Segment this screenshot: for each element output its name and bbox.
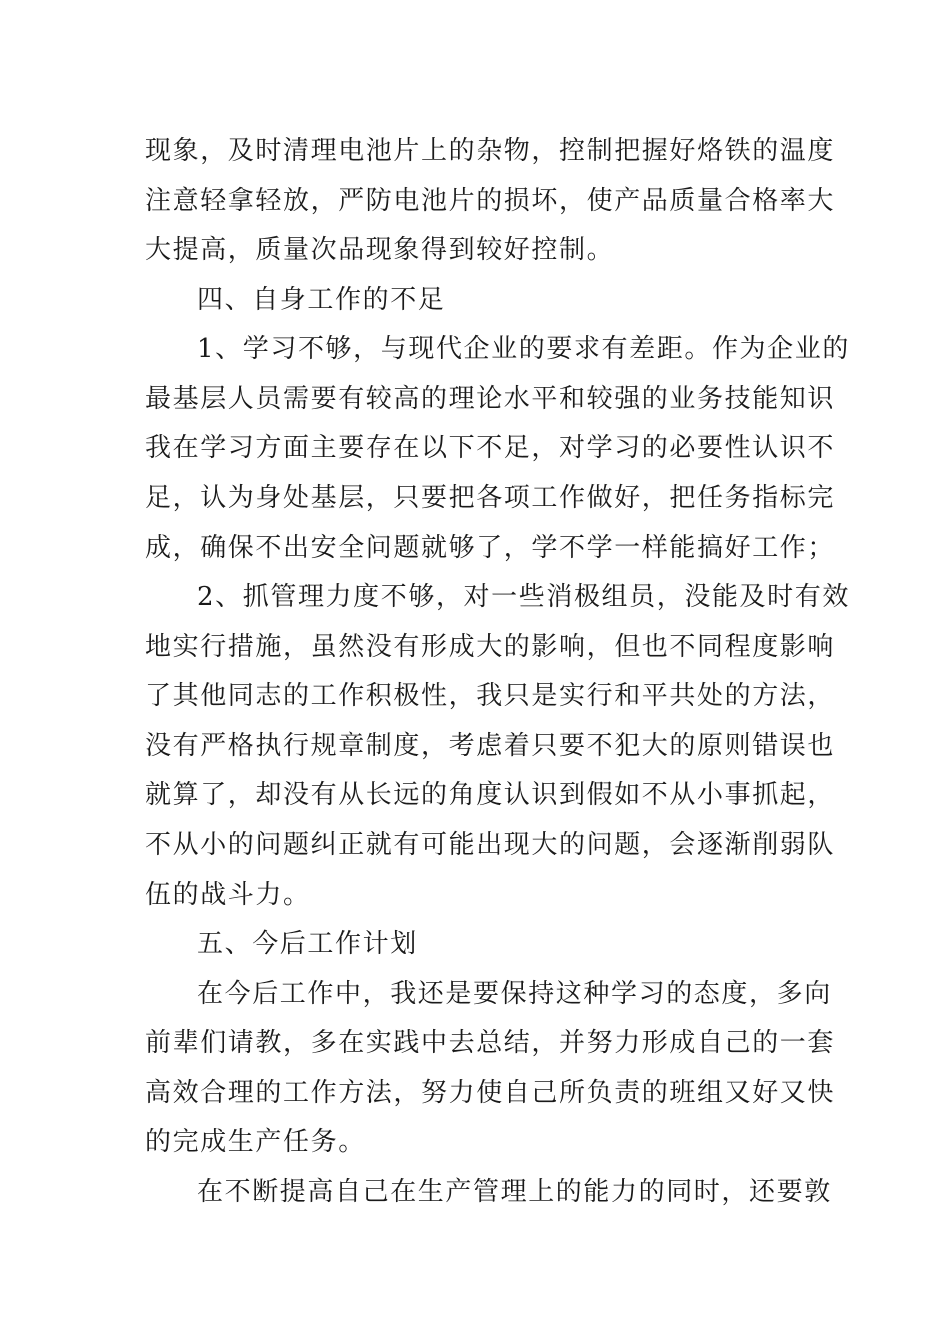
section-heading: 四、自身工作的不足: [197, 285, 446, 315]
text-line: 就算了，却没有从长远的角度认识到假如不从小事抓起，: [145, 780, 836, 810]
text-line: 注意轻拿轻放，严防电池片的损坏，使产品质量合格率大: [145, 186, 836, 216]
text-line: 2、抓管理力度不够，对一些消极组员，没能及时有效: [197, 582, 850, 612]
text-line: 成，确保不出安全问题就够了，学不学一样能搞好工作；: [145, 533, 836, 563]
text-line: 没有严格执行规章制度，考虑着只要不犯大的原则错误也: [145, 731, 836, 761]
text-line: 最基层人员需要有较高的理论水平和较强的业务技能知识: [145, 384, 836, 414]
text-line: 在不断提高自己在生产管理上的能力的同时，还要敦: [197, 1177, 832, 1207]
section-heading: 五、今后工作计划: [197, 929, 418, 959]
text-line: 高效合理的工作方法，努力使自己所负责的班组又好又快: [145, 1078, 836, 1108]
text-line: 的完成生产任务。: [145, 1127, 366, 1157]
text-line: 足，认为身处基层，只要把各项工作做好，把任务指标完: [145, 483, 836, 513]
text-line: 了其他同志的工作积极性，我只是实行和平共处的方法，: [145, 681, 836, 711]
text-line: 1、学习不够，与现代企业的要求有差距。作为企业的: [197, 334, 850, 364]
text-line: 我在学习方面主要存在以下不足，对学习的必要性认识不: [145, 433, 836, 463]
text-line: 地实行措施，虽然没有形成大的影响，但也不同程度影响: [145, 632, 836, 662]
text-line: 在今后工作中，我还是要保持这种学习的态度，多向: [197, 979, 832, 1009]
text-line: 不从小的问题纠正就有可能出现大的问题，会逐渐削弱队: [145, 830, 836, 860]
text-line: 现象，及时清理电池片上的杂物，控制把握好烙铁的温度: [145, 136, 836, 166]
text-line: 大提高，质量次品现象得到较好控制。: [145, 235, 615, 265]
text-line: 前辈们请教，多在实践中去总结，并努力形成自己的一套: [145, 1028, 836, 1058]
text-line: 伍的战斗力。: [145, 880, 311, 910]
